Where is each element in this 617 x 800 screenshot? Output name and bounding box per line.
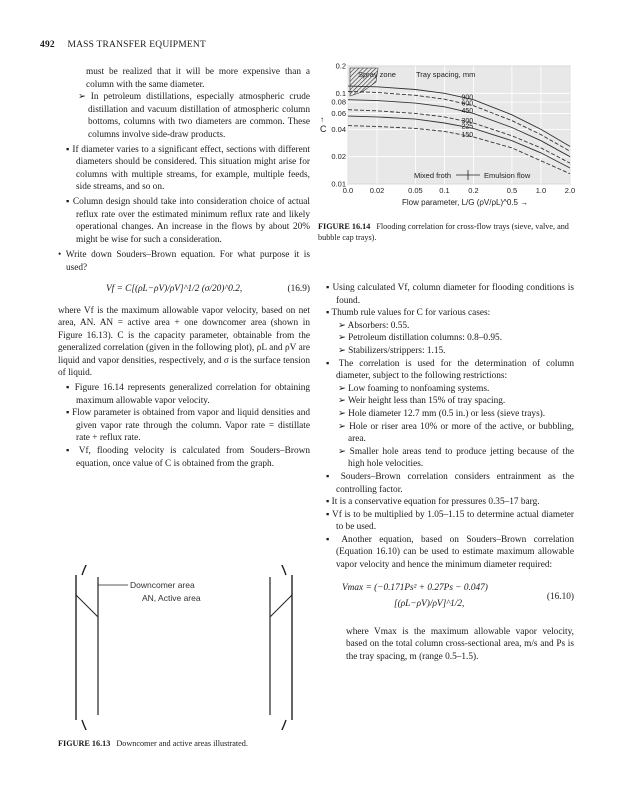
equation-16-10-number: (16.10) — [546, 591, 574, 602]
sub-absorbers: ➢ Absorbers: 0.55. — [338, 320, 410, 331]
y-tick-label: 0.02 — [331, 152, 346, 162]
question-souders-brown: • Write down Souders–Brown equation. For what purpose it is used? — [58, 250, 310, 273]
column-bottom-arc — [82, 720, 286, 730]
y-tick-label: 0.01 — [331, 179, 346, 189]
bullet-multiply: ▪ Vf is to be multiplied by 1.05–1.15 to determine actual diameter to be used. — [326, 509, 574, 533]
figure-16-13-caption-text: Downcomer and active areas illustrated. — [116, 739, 248, 748]
figure-16-14-caption-text: Flooding correlation for cross-flow trays (sieve, valve, and bubble cap trays). — [318, 222, 569, 242]
page-number: 492 — [40, 40, 55, 50]
x-tick-label: 0.2 — [468, 186, 479, 195]
sub-jetting: ➢ Smaller hole areas tend to produce jetting because of the high hole velocities. — [338, 446, 574, 470]
y-tick-label: 0.06 — [331, 108, 346, 118]
series-label-900: 900 — [461, 94, 474, 102]
x-tick-label: 0.0 — [342, 186, 354, 195]
downcomer-right-pointer — [270, 595, 292, 617]
y-tick-label: 0.08 — [331, 97, 346, 107]
x-tick-label: 0.02 — [369, 186, 385, 195]
bullet-flooding-velocity: ▪ Vf, flooding velocity is calculated from Souders–Brown equation, once value of C is obtained from the graph. — [66, 446, 310, 469]
active-area-label: AN, Active area — [142, 593, 201, 603]
equation-16-9 — [58, 283, 310, 297]
bullet-figure-16-14: ▪ Figure 16.14 represents generalized correlation for obtaining maximum allowable vapor velocity. — [66, 383, 310, 406]
running-title: MASS TRANSFER EQUIPMENT — [67, 40, 206, 50]
equation-16-10-line2: [(ρL−ρV)/ρV]^1/2, — [394, 598, 465, 609]
bullet-entrainment: ▪ Souders–Brown correlation considers entrainment as the controlling factor. — [326, 471, 574, 495]
para-where-vmax: where Vmax is the maximum allowable vapor velocity, based on the total column cross-sectional area, m/s and Ps is the tray spacing, m (range 0.5–1.5). — [346, 626, 574, 662]
equation-16-10 — [318, 582, 574, 616]
plot-area — [348, 66, 570, 184]
spray-zone-label: Spray zone — [358, 70, 396, 79]
x-axis-label: Flow parameter, L/G (ρV/ρL)^0.5 → — [402, 198, 529, 207]
figure-16-14-caption-number: FIGURE 16.14 — [318, 222, 371, 231]
para-where-vf: where Vf is the maximum allowable vapor velocity, based on net area, AN. AN = active area + one downcomer area (shown in Figure 16.13). C is the capacity parameter, obtainable from the generalized correlation (given in the following plot), ρL and ρV are liquid and vapor densities, respectively, and σ is the surface tension of liquid. — [58, 305, 310, 379]
sub-hole-area: ➢ Hole or riser area 10% or more of the active, or bubbling, area. — [338, 421, 574, 445]
figure-16-13-caption — [58, 738, 248, 749]
bullet-another-equation: ▪ Another equation, based on Souders–Brown correlation (Equation 16.10) can be used to estimate maximum allowable vapor velocity and hence the minimum diameter required: — [326, 534, 574, 571]
figure-16-13 — [58, 565, 310, 730]
sub-weir-height: ➢ Weir height less than 15% of tray spacing. — [338, 396, 506, 407]
bullet-column-diameter: ▪ Using calculated Vf, column diameter for flooding conditions is found. — [326, 283, 574, 306]
figure-16-14-chart — [318, 62, 580, 207]
series-label-300: 300 — [461, 117, 474, 125]
sub-stabilizers: ➢ Stabilizers/strippers: 1.15. — [338, 345, 446, 356]
bullet-reflux-rate: ▪ Column design should take into consideration choice of actual reflux rate over the estimated minimum reflux rate and likely operational changes. An increase in the flows by about 20% might be wise for such a consideration. — [66, 196, 310, 245]
x-tick-label: 0.05 — [408, 186, 423, 195]
mixed-froth-label: Mixed froth — [414, 171, 452, 180]
y-axis-arrow: ↑ — [320, 115, 324, 124]
equation-16-9-formula: Vf = C[(ρL−ρV)/ρV]^1/2 (σ/20)^0.2, — [106, 283, 243, 294]
figure-16-13-caption-number: FIGURE 16.13 — [58, 739, 111, 748]
bullet-flow-parameter: ▪ Flow parameter is obtained from vapor and liquid densities and given vapor rate through the column. Vapor rate = distillate rate + reflux rate. — [66, 408, 310, 444]
emulsion-flow-label: Emulsion flow — [484, 171, 531, 180]
legend-title: Tray spacing, mm — [416, 70, 476, 79]
equation-16-9-number: (16.9) — [287, 283, 310, 294]
bullet-conservative: ▪ It is a conservative equation for pressures 0.35–17 barg. — [326, 497, 540, 508]
y-axis-label: C — [320, 124, 327, 134]
bullet-correlation-restrictions: ▪ The correlation is used for the determination of column diameter, subject to the following restrictions: — [326, 358, 574, 382]
x-tick-label: 2.0 — [564, 186, 576, 195]
sub-hole-diameter: ➢ Hole diameter 12.7 mm (0.5 in.) or less (sieve trays). — [338, 408, 546, 419]
series-label-450: 450 — [461, 108, 474, 116]
left-column — [58, 66, 310, 470]
series-label-225: 225 — [461, 123, 474, 131]
para-continued: must be realized that it will be more expensive than a column with the same diameter. — [86, 67, 310, 90]
x-tick-label: 0.1 — [439, 186, 450, 195]
sub-petroleum: ➢ Petroleum distillation columns: 0.8–0.95. — [338, 333, 503, 344]
page-header — [40, 40, 206, 50]
right-column — [318, 282, 574, 663]
figure-16-14-caption — [318, 221, 576, 243]
y-tick-label: 0.2 — [335, 62, 346, 71]
sub-low-foaming: ➢ Low foaming to nonfoaming systems. — [338, 383, 490, 394]
series-label-600: 600 — [461, 100, 474, 108]
x-tick-label: 0.5 — [506, 186, 518, 195]
y-tick-label: 0.04 — [331, 124, 346, 134]
equation-16-10-line1: Vmax = (−0.171Ps² + 0.27Ps − 0.047) — [342, 582, 488, 593]
column-top-arc — [82, 565, 286, 575]
bullet-thumb-rule: ▪ Thumb rule values for C for various cases: — [326, 308, 491, 319]
sub-bullet-petroleum: ➢ In petroleum distillations, especially atmospheric crude distillation and vacuum distillation of atmospheric column bottoms, columns with two diameters are common. These columns involve side-draw products. — [78, 92, 310, 140]
series-label-150: 150 — [461, 132, 474, 140]
downcomer-area-label: Downcomer area — [130, 580, 195, 590]
x-tick-label: 1.0 — [535, 186, 547, 195]
bullet-diameter-varies: ▪ If diameter varies to a significant effect, sections with different diameters should be considered. This situation might arise for columns with multiple streams, for example, multiple feeds, side streams, and so on. — [66, 144, 310, 193]
y-tick-label: 0.1 — [335, 88, 346, 98]
downcomer-left-pointer — [76, 595, 98, 617]
